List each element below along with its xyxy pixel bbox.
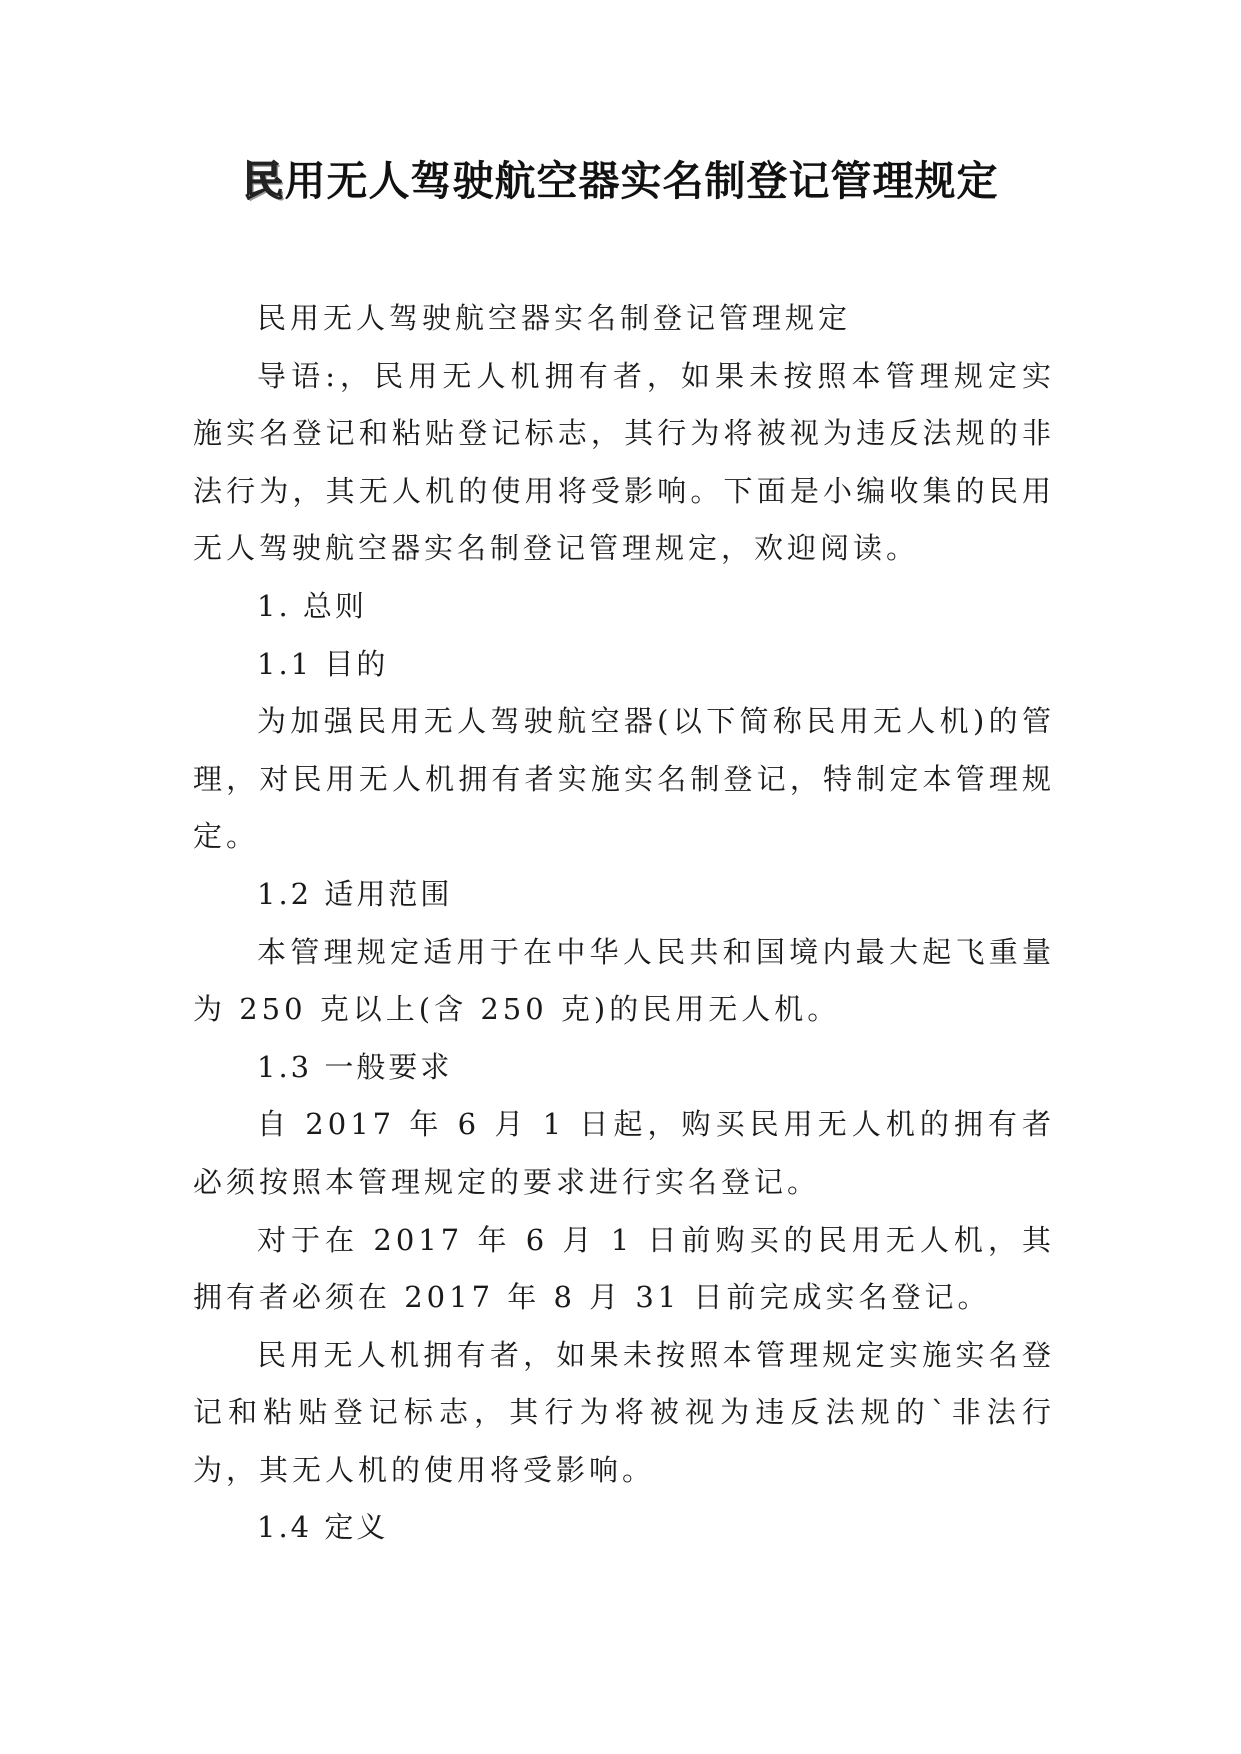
document-title (0, 152, 1241, 210)
title-first-character: 民 (242, 157, 285, 205)
section-heading-general: 1. 总则 (257, 588, 367, 623)
document-body (193, 290, 1055, 1557)
requirements-paragraph-2: 对于在 2017 年 6 月 1 日前购买的民用无人机，其拥有者必须在 2017 年 8 月 31 日前完成实名登记。 (193, 1222, 1055, 1315)
section-heading-definitions: 1.4 定义 (257, 1510, 389, 1545)
section-heading-scope: 1.2 适用范围 (257, 876, 453, 911)
requirements-paragraph-3: 民用无人机拥有者，如果未按照本管理规定实施实名登记和粘贴登记标志，其行为将被视为违反法规的`非法行为，其无人机的使用将受影响。 (193, 1337, 1055, 1487)
section-heading-purpose: 1.1 目的 (257, 646, 389, 681)
purpose-paragraph: 为加强民用无人驾驶航空器(以下简称民用无人机)的管理，对民用无人机拥有者实施实名制登记，特制定本管理规定。 (193, 704, 1055, 854)
scope-paragraph: 本管理规定适用于在中华人民共和国境内最大起飞重量为 250 克以上(含 250 克)的民用无人机。 (193, 934, 1055, 1027)
requirements-paragraph-1: 自 2017 年 6 月 1 日起，购买民用无人机的拥有者必须按照本管理规定的要求进行实名登记。 (193, 1107, 1055, 1199)
title-text: 用无人驾驶航空器实名制登记管理规定 (284, 157, 999, 205)
subtitle-paragraph: 民用无人驾驶航空器实名制登记管理规定 (257, 301, 852, 335)
section-heading-requirements: 1.3 一般要求 (257, 1049, 453, 1084)
intro-paragraph: 导语:，民用无人机拥有者，如果未按照本管理规定实施实名登记和粘贴登记标志，其行为将被视为违反法规的非法行为，其无人机的使用将受影响。下面是小编收集的民用无人驾驶航空器实名制登记管理规定，欢迎阅读。 (193, 358, 1055, 566)
